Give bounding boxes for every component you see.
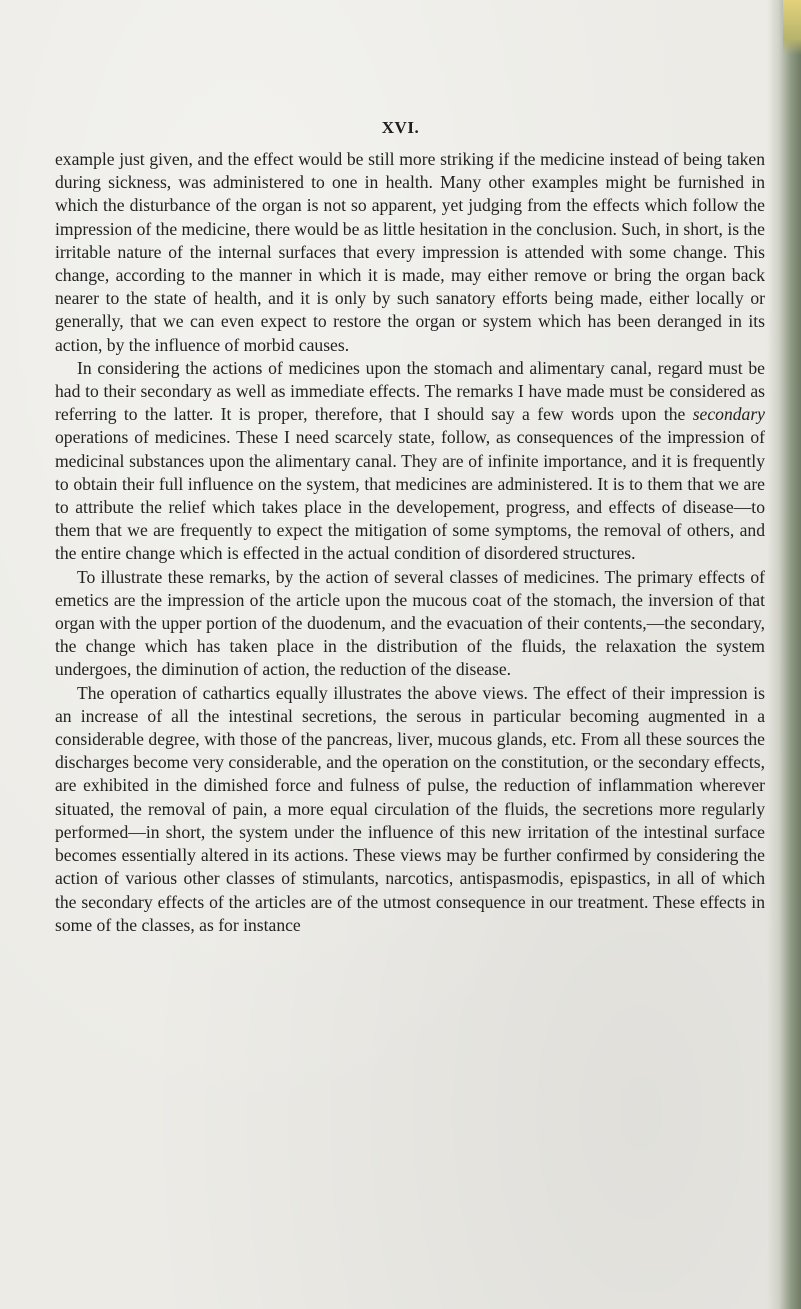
text-run: The operation of cathartics equally illustrates the above views. The effect of their impression is an increase of all the intestinal secretions, the serous in particular becoming augmented in a considerable degree, with those of the pancreas, liver, mucous glands, etc. From all these sources the discharges become very considerable, and the operation on the constitution, or the secondary effects, are exhibited in the dimished force and fulness of pulse, the reduction of inflammation wherever situated, the removal of pain, a more equal circulation of the fluids, the secretions more regularly performed—in short, the system under the influence of this new irritation of the intestinal surface becomes essentially altered in its actions. These views may be further confirmed by considering the action of various other classes of stimulants, narcotics, antispasmodis, epispastics, in all of which the secondary effects of the articles are of the utmost consequence in our treatment. These effects in some of the classes, as for instance <box>55 682 765 935</box>
paragraph <box>55 357 765 566</box>
paragraph <box>55 566 765 682</box>
page-edge-shadow <box>767 0 801 1309</box>
paragraph <box>55 682 765 937</box>
paragraph <box>55 148 765 357</box>
text-run: To illustrate these remarks, by the action of several classes of medicines. The primary effects of emetics are the impression of the article upon the mucous coat of the stomach, the inversion of that organ with the upper portion of the duodenum, and the evacuation of their contents,—the secondary, the change which has taken place in the distribution of the fluids, the relaxation the system undergoes, the diminution of action, the reduction of the disease. <box>55 566 765 680</box>
body-text <box>55 148 765 937</box>
italic-text: secondary <box>692 404 765 425</box>
page-edge-stain <box>783 0 801 55</box>
text-run: example just given, and the effect would be still more striking if the medicine instead of being taken during sickness, was administered to one in health. Many other examples might be furnished in which the disturbance of the organ is not so apparent, yet judging from the effects which follow the impression of the medicine, there would be as little hesitation in the conclusion. Such, in short, is the irritable nature of the internal surfaces that every impression is attended with some change. This change, according to the manner in which it is made, may either remove or bring the organ back nearer to the state of health, and it is only by such sanatory efforts being made, either locally or generally, that we can even expect to restore the organ or system which has been deranged in its action, by the influence of morbid causes. <box>55 149 765 355</box>
page-number: XVI. <box>381 118 420 137</box>
text-run: In considering the actions of medicines upon the stomach and alimentary canal, regard must be had to their secondary as well as immediate effects. The remarks I have made must be considered as referring to the latter. It is proper, therefore, that I should say a few words upon the <box>55 357 765 425</box>
text-run: operations of medicines. These I need scarcely state, follow, as consequences of the impression of medicinal substances upon the alimentary canal. They are of infinite importance, and it is frequently to obtain their full influence on the system, that medicines are administered. It is to them that we are to attribute the relief which takes place in the developement, progress, and effects of disease—to them that we are frequently to expect the mitigation of some symptoms, the removal of others, and the entire change which is effected in the actual condition of disordered structures. <box>55 427 765 564</box>
